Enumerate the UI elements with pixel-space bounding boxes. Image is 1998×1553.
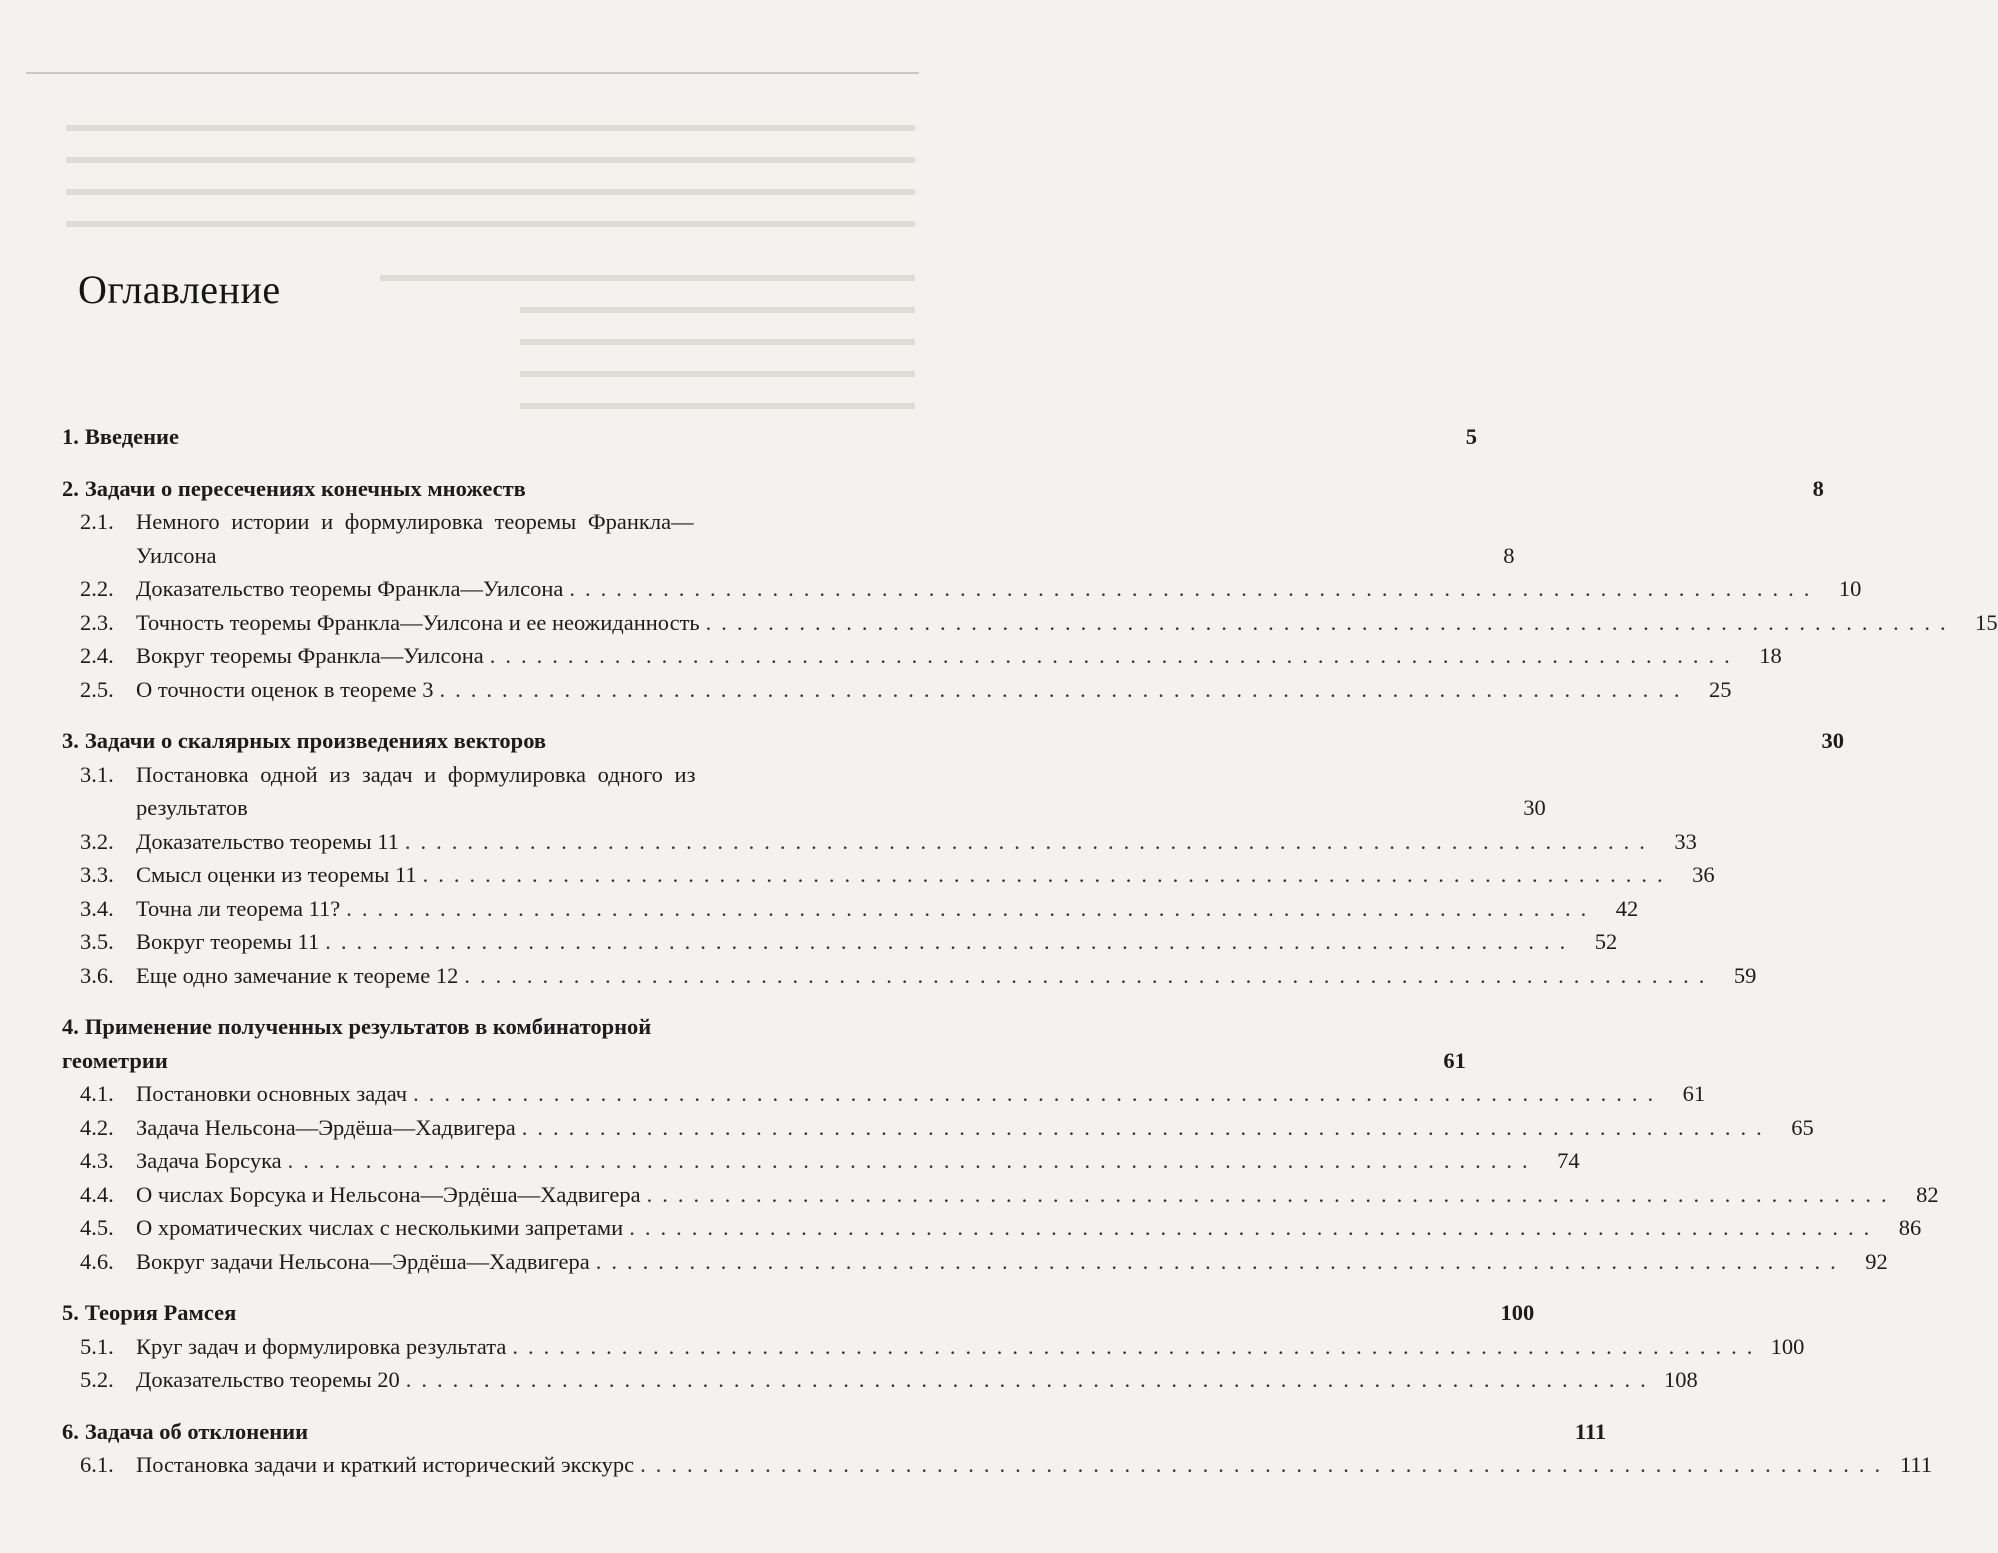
- toc-dot-leader: ................................................................................: [422, 862, 1673, 887]
- toc-page-number: 65: [1791, 1114, 1814, 1140]
- toc-entry-number: 3.: [62, 728, 79, 753]
- toc-page-number: 15: [1975, 609, 1998, 635]
- toc-entry-title: Вокруг задачи Нельсона—Эрдёша—Хадвигера: [136, 1248, 590, 1274]
- toc-entry-title: Задача Нельсона—Эрдёша—Хадвигера: [136, 1114, 516, 1140]
- toc-entry-number: 2.: [62, 475, 79, 501]
- toc-entry-title: Еще одно замечание к теореме 12: [136, 962, 459, 988]
- toc-section-entry[interactable]: [62, 606, 1998, 640]
- toc-entry-title-continued: геометрии: [62, 1047, 168, 1073]
- toc-entry-title: Доказательство теоремы 11: [136, 828, 399, 854]
- toc-chapter-entry[interactable]: [62, 420, 1478, 454]
- toc-entry-number: 3.3.: [80, 862, 114, 887]
- toc-page-number: 10: [1838, 576, 1862, 601]
- toc-dot-leader: ................................................................................: [439, 676, 1690, 702]
- toc-entry-title: Задача Борсука: [136, 1148, 282, 1173]
- toc-page-number: 36: [1692, 862, 1715, 887]
- toc-section-entry[interactable]: [62, 1363, 1698, 1397]
- toc-dot-leader: ................................................................................: [287, 1148, 1538, 1173]
- toc-entry-number: 3.1.: [80, 761, 114, 787]
- toc-entry-number: 5.: [62, 1300, 79, 1325]
- toc-entry-number: 5.1.: [80, 1333, 114, 1359]
- toc-section-entry[interactable]: [62, 505, 928, 539]
- toc-entry-number: 4.1.: [80, 1081, 114, 1106]
- toc-entry-number: 2.3.: [80, 609, 114, 635]
- toc-page-number: 30: [1523, 795, 1546, 820]
- toc-entry-title: Точна ли теорема 11?: [136, 895, 341, 921]
- toc-entry-title: О хроматических числах с несколькими запретами: [136, 1215, 624, 1240]
- toc-page-number: 18: [1759, 643, 1782, 668]
- toc-dot-leader: ................................................................................: [413, 1081, 1664, 1106]
- toc-section-entry[interactable]: [62, 758, 928, 792]
- toc-page-number: 108: [1663, 1367, 1698, 1392]
- toc-page-number: 74: [1557, 1148, 1580, 1173]
- toc-section-entry[interactable]: [62, 1178, 1939, 1212]
- toc-chapter-entry[interactable]: [62, 1415, 1607, 1449]
- toc-entry-title: Доказательство теоремы Франкла—Уилсона: [136, 576, 564, 601]
- toc-page-number: 30: [1821, 728, 1845, 753]
- toc-dot-leader: ................................................................................: [489, 643, 1740, 668]
- toc-entry-title: Доказательство теоремы 20: [136, 1367, 400, 1392]
- toc-page-number: 111: [1574, 1418, 1607, 1444]
- toc-entry-number: 3.4.: [80, 895, 114, 921]
- toc-page-number: 61: [1682, 1081, 1706, 1106]
- toc-dot-leader: ................................................................................: [346, 895, 1597, 921]
- toc-entry-title: Круг задач и формулировка результата: [136, 1333, 507, 1359]
- toc-entry-number: 3.6.: [80, 962, 114, 988]
- toc-section-entry[interactable]: [62, 1330, 1805, 1364]
- toc-page-number: 33: [1674, 828, 1697, 854]
- toc-entry-title-continued: результатов: [136, 795, 248, 820]
- toc-entry-number: 2.5.: [80, 676, 114, 702]
- toc-dot-leader: ................................................................................: [640, 1452, 1891, 1477]
- toc-entry-continuation[interactable]: [62, 539, 1515, 573]
- toc-chapter-entry[interactable]: [62, 1010, 928, 1044]
- toc-entry-title: Смысл оценки из теоремы 11: [136, 862, 417, 887]
- toc-entry-title: Вокруг теоремы 11: [136, 929, 320, 954]
- toc-chapter-entry[interactable]: [62, 472, 1824, 506]
- toc-section-entry[interactable]: [62, 1111, 1814, 1145]
- toc-page-number: 61: [1443, 1047, 1466, 1073]
- toc-entry-title: Точность теоремы Франкла—Уилсона и ее неожиданность: [136, 609, 700, 635]
- toc-entry-number: 2.1.: [80, 509, 114, 534]
- toc-entry-number: 1.: [62, 424, 79, 449]
- toc-page-number: 100: [1500, 1300, 1535, 1325]
- toc-entry-number: 2.2.: [80, 576, 114, 601]
- toc-dot-leader: ................................................................................: [569, 576, 1820, 601]
- toc-section-entry[interactable]: [62, 925, 1618, 959]
- page-title: Оглавление: [78, 267, 281, 312]
- toc-page-number: 92: [1865, 1248, 1888, 1274]
- toc-entry-title: Применение полученных результатов в комбинаторной: [84, 1014, 652, 1039]
- toc-entry-title: Немного истории и формулировка теоремы Франкла—: [136, 509, 694, 534]
- toc-entry-number: 3.2.: [80, 828, 114, 854]
- toc-dot-leader: ................................................................................: [629, 1215, 1880, 1240]
- toc-dot-leader: ................................................................................: [595, 1248, 1846, 1274]
- toc-chapter-entry[interactable]: [62, 1296, 1535, 1330]
- toc-section-entry[interactable]: [62, 858, 1715, 892]
- toc-page-number: 8: [1503, 542, 1515, 568]
- toc-page-number: 59: [1733, 962, 1757, 988]
- toc-entry-number: 4.4.: [80, 1181, 114, 1207]
- toc-page-number: 8: [1812, 475, 1824, 501]
- toc-section-entry[interactable]: [62, 825, 1697, 859]
- toc-entry-title: Постановки основных задач: [136, 1081, 408, 1106]
- toc-entry-title: Задачи о скалярных произведениях векторов: [84, 728, 547, 753]
- toc-dot-leader: ................................................................................: [512, 1333, 1763, 1359]
- toc-entry-number: 6.1.: [80, 1452, 114, 1477]
- toc-entry-number: 4.: [62, 1014, 79, 1039]
- toc-dot-leader: ................................................................................: [325, 929, 1576, 954]
- toc-entry-number: 4.5.: [80, 1215, 114, 1240]
- toc-entry-number: 6.: [62, 1418, 79, 1444]
- toc-entry-title: Постановка задачи и краткий исторический экскурс: [136, 1452, 635, 1477]
- toc-entry-title: Теория Рамсея: [84, 1300, 237, 1325]
- toc-entry-title: О точности оценок в теореме 3: [136, 676, 434, 702]
- toc-section-entry[interactable]: [62, 1211, 1922, 1245]
- toc-page-number: 86: [1898, 1215, 1922, 1240]
- toc-chapter-entry[interactable]: [62, 724, 1845, 758]
- toc-section-entry[interactable]: [62, 1144, 1580, 1178]
- toc-dot-leader: ................................................................................: [464, 962, 1715, 988]
- toc-entry-number: 4.6.: [80, 1248, 114, 1274]
- toc-entry-title: Задачи о пересечениях конечных множеств: [84, 475, 526, 501]
- toc-section-entry[interactable]: [62, 959, 1757, 993]
- toc-entry-title-continued: Уилсона: [136, 542, 217, 568]
- toc-section-entry[interactable]: [62, 1245, 1888, 1279]
- toc-entry-title: Постановка одной из задач и формулировка одного из: [136, 761, 696, 787]
- toc-entry-title: Вокруг теоремы Франкла—Уилсона: [136, 643, 484, 668]
- toc-entry-title: Введение: [84, 424, 180, 449]
- toc-page-number: 100: [1770, 1333, 1805, 1359]
- toc-page-number: 82: [1916, 1181, 1939, 1207]
- toc-dot-leader: ................................................................................: [705, 609, 1956, 635]
- toc-entry-continuation[interactable]: [62, 791, 1546, 825]
- toc-entry-number: 2.4.: [80, 643, 114, 668]
- table-of-contents: [62, 420, 1998, 1482]
- toc-page-number: 5: [1465, 424, 1478, 449]
- toc-section-entry[interactable]: [62, 639, 1782, 673]
- toc-entry-number: 4.3.: [80, 1148, 114, 1173]
- toc-section-entry[interactable]: [62, 572, 1862, 606]
- toc-entry-number: 3.5.: [80, 929, 114, 954]
- toc-entry-title: О числах Борсука и Нельсона—Эрдёша—Хадвигера: [136, 1181, 641, 1207]
- toc-dot-leader: ................................................................................: [521, 1114, 1772, 1140]
- toc-entry-number: 5.2.: [80, 1367, 114, 1392]
- toc-section-entry[interactable]: [62, 892, 1639, 926]
- toc-entry-continuation[interactable]: [62, 1044, 1466, 1078]
- toc-page-number: 52: [1594, 929, 1618, 954]
- toc-dot-leader: ................................................................................: [404, 828, 1655, 854]
- toc-dot-leader: ................................................................................: [646, 1181, 1897, 1207]
- toc-entry-title: Задача об отклонении: [84, 1418, 309, 1444]
- toc-page-number: 111: [1899, 1452, 1933, 1477]
- toc-page-number: 25: [1709, 676, 1732, 702]
- toc-section-entry[interactable]: [62, 1448, 1933, 1482]
- toc-section-entry[interactable]: [62, 673, 1732, 707]
- toc-section-entry[interactable]: [62, 1077, 1706, 1111]
- toc-entry-number: 4.2.: [80, 1114, 114, 1140]
- toc-page-number: 42: [1615, 895, 1639, 921]
- toc-dot-leader: ................................................................................: [405, 1367, 1656, 1392]
